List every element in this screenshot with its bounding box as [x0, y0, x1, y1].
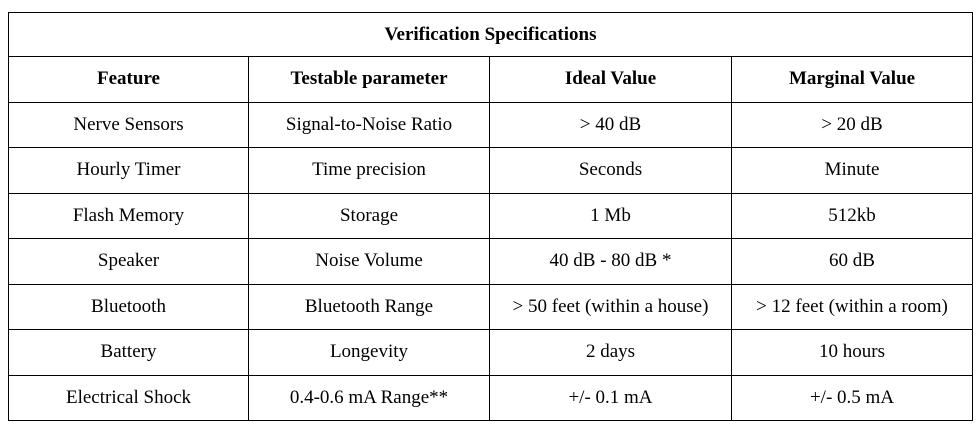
- marginal-value-cell: 512kb: [732, 193, 973, 239]
- table-row: [9, 193, 973, 239]
- column-header-feature: Feature: [9, 57, 249, 103]
- column-header-testable-parameter: Testable parameter: [249, 57, 490, 103]
- parameter-cell: Storage: [249, 193, 490, 239]
- feature-cell: Flash Memory: [9, 193, 249, 239]
- ideal-value-cell: 1 Mb: [490, 193, 732, 239]
- marginal-value-cell: +/- 0.5 mA: [732, 375, 973, 421]
- marginal-value-cell: Minute: [732, 148, 973, 194]
- feature-cell: Electrical Shock: [9, 375, 249, 421]
- table-title: Verification Specifications: [9, 13, 973, 57]
- table-row: [9, 102, 973, 148]
- marginal-value-cell: > 20 dB: [732, 102, 973, 148]
- table-row: [9, 239, 973, 285]
- ideal-value-cell: 40 dB - 80 dB *: [490, 239, 732, 285]
- parameter-cell: Time precision: [249, 148, 490, 194]
- ideal-value-cell: > 50 feet (within a house): [490, 284, 732, 330]
- marginal-value-cell: > 12 feet (within a room): [732, 284, 973, 330]
- marginal-value-cell: 60 dB: [732, 239, 973, 285]
- table-row: [9, 284, 973, 330]
- table-row: [9, 148, 973, 194]
- ideal-value-cell: Seconds: [490, 148, 732, 194]
- parameter-cell: Noise Volume: [249, 239, 490, 285]
- parameter-cell: 0.4-0.6 mA Range**: [249, 375, 490, 421]
- table-row: [9, 330, 973, 376]
- feature-cell: Speaker: [9, 239, 249, 285]
- feature-cell: Nerve Sensors: [9, 102, 249, 148]
- marginal-value-cell: 10 hours: [732, 330, 973, 376]
- table-row: [9, 375, 973, 421]
- ideal-value-cell: +/- 0.1 mA: [490, 375, 732, 421]
- ideal-value-cell: > 40 dB: [490, 102, 732, 148]
- table-header-row: [9, 57, 973, 103]
- table-title-row: [9, 13, 973, 57]
- spec-table-container: [8, 12, 972, 421]
- feature-cell: Hourly Timer: [9, 148, 249, 194]
- column-header-ideal-value: Ideal Value: [490, 57, 732, 103]
- column-header-marginal-value: Marginal Value: [732, 57, 973, 103]
- feature-cell: Bluetooth: [9, 284, 249, 330]
- ideal-value-cell: 2 days: [490, 330, 732, 376]
- feature-cell: Battery: [9, 330, 249, 376]
- parameter-cell: Longevity: [249, 330, 490, 376]
- verification-spec-table: [8, 12, 973, 421]
- parameter-cell: Signal-to-Noise Ratio: [249, 102, 490, 148]
- parameter-cell: Bluetooth Range: [249, 284, 490, 330]
